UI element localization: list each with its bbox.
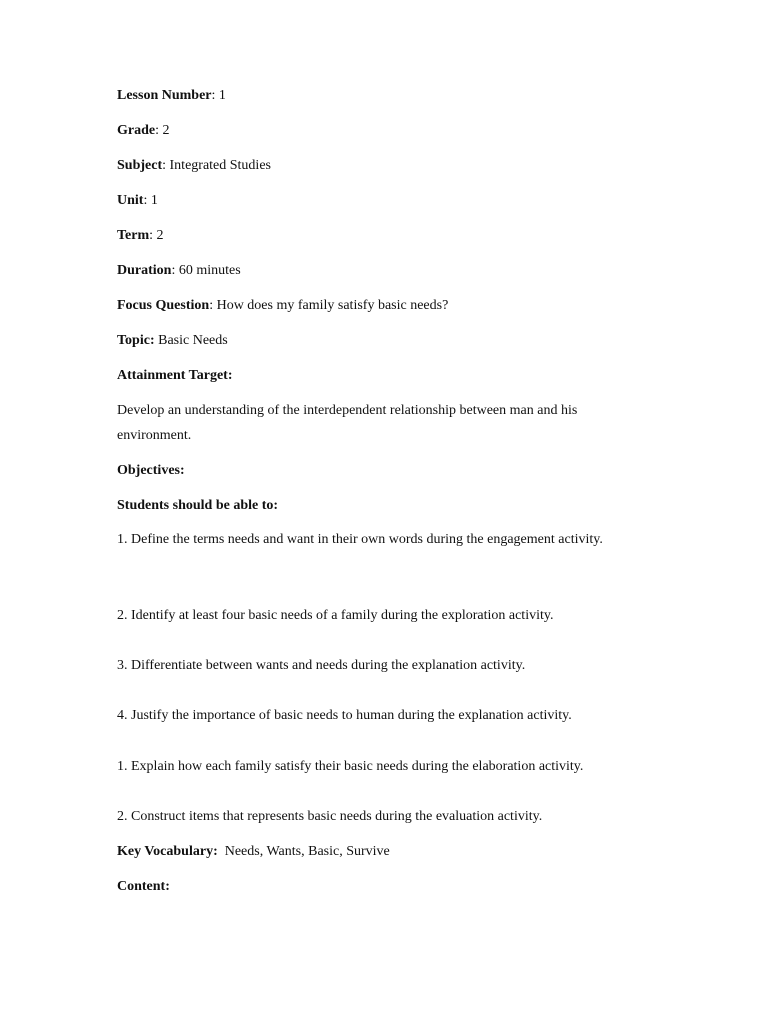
objectives-subheading-line — [117, 498, 278, 514]
focus-question-line: Focus Question: How does my family satisfy basic needs? — [117, 298, 449, 313]
unit-label: Unit — [117, 193, 144, 208]
grade-line: Grade: 2 — [117, 123, 170, 138]
objectives-heading-line — [117, 463, 185, 479]
content-heading: Content: — [117, 879, 170, 894]
key-vocabulary-line — [117, 844, 390, 860]
lesson-number-label: Lesson Number — [117, 88, 212, 103]
content-heading-line — [117, 879, 170, 895]
duration-line: Duration: 60 minutes — [117, 263, 241, 278]
key-vocabulary-value: Needs, Wants, Basic, Survive — [224, 844, 390, 859]
duration-label: Duration — [117, 263, 172, 278]
attainment-heading: Attainment Target: — [117, 368, 233, 383]
lesson-number-line: Lesson Number: 1 — [117, 88, 226, 103]
objective-item: 3. Differentiate between wants and needs during the explanation activity. — [117, 658, 526, 673]
objectives-heading: Objectives: — [117, 463, 185, 478]
objective-item: 1. Define the terms needs and want in their own words during the engagement activity. — [117, 532, 603, 547]
objective-item: 1. Explain how each family satisfy their basic needs during the elaboration activity. — [117, 759, 584, 774]
topic-value: Basic Needs — [158, 333, 228, 348]
term-line: Term: 2 — [117, 228, 164, 243]
duration-value: 60 minutes — [178, 263, 241, 278]
objective-item: 2. Construct items that represents basic needs during the evaluation activity. — [117, 809, 543, 824]
unit-value: 1 — [150, 193, 158, 208]
lesson-number-value: 1 — [218, 88, 226, 103]
objective-item: 2. Identify at least four basic needs of a family during the exploration activity. — [117, 608, 554, 623]
subject-value: Integrated Studies — [169, 158, 271, 173]
focus-question-value: How does my family satisfy basic needs? — [216, 298, 449, 313]
attainment-text: Develop an understanding of the interdependent relationship between man and his environment. — [117, 403, 578, 443]
key-vocabulary-label: Key Vocabulary: — [117, 844, 218, 859]
grade-value: 2 — [162, 123, 170, 138]
topic-line — [117, 333, 228, 349]
subject-line: Subject: Integrated Studies — [117, 158, 271, 173]
grade-label: Grade — [117, 123, 156, 138]
unit-line: Unit: 1 — [117, 193, 158, 208]
focus-question-label: Focus Question — [117, 298, 210, 313]
term-value: 2 — [156, 228, 164, 243]
term-label: Term — [117, 228, 150, 243]
attainment-heading-line — [117, 368, 233, 384]
topic-label: Topic: — [117, 333, 155, 348]
objectives-subheading: Students should be able to: — [117, 498, 279, 513]
subject-label: Subject — [117, 158, 163, 173]
objective-item: 4. Justify the importance of basic needs to human during the explanation activity. — [117, 708, 572, 723]
